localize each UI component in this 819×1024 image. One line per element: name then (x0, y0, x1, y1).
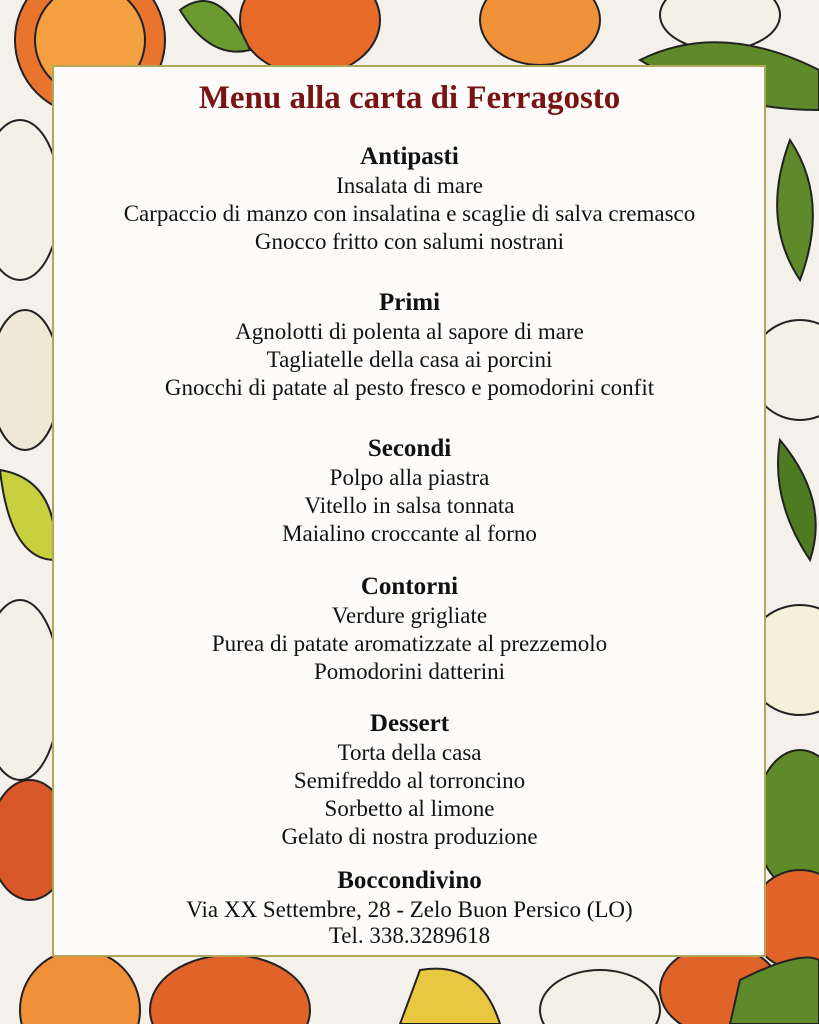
section-primi (0, 288, 819, 402)
section-secondi (0, 434, 819, 548)
menu-item: Tagliatelle della casa ai porcini (266, 347, 553, 372)
section-dessert (0, 709, 819, 851)
restaurant-name: Boccondivino (337, 867, 482, 894)
section-heading: Primi (378, 289, 441, 316)
section-heading: Dessert (369, 710, 450, 737)
section-heading: Contorni (360, 573, 459, 600)
restaurant-phone: Tel. 338.3289618 (328, 923, 491, 948)
section-heading: Secondi (367, 435, 452, 462)
section-antipasti (0, 142, 819, 256)
menu-item: Pomodorini datterini (313, 659, 505, 684)
menu-item: Sorbetto al limone (324, 796, 495, 821)
restaurant-info (0, 866, 819, 948)
menu-item: Carpaccio di manzo con insalatina e scaglie di salva cremasco (123, 201, 696, 226)
menu-item: Maialino croccante al forno (282, 521, 537, 546)
menu-item: Agnolotti di polenta al sapore di mare (235, 319, 584, 344)
menu-item: Purea di patate aromatizzate al prezzemolo (211, 631, 608, 656)
restaurant-address: Via XX Settembre, 28 - Zelo Buon Persico (LO) (186, 897, 633, 922)
menu-item: Gnocco fritto con salumi nostrani (254, 229, 565, 254)
menu-title: Menu alla carta di Ferragosto (198, 80, 621, 116)
section-heading: Antipasti (360, 143, 459, 170)
menu-item: Torta della casa (337, 740, 482, 765)
menu-item: Gnocchi di patate al pesto fresco e pomodorini confit (164, 375, 655, 400)
menu-item: Vitello in salsa tonnata (304, 493, 515, 518)
menu-item: Semifreddo al torroncino (293, 768, 526, 793)
section-contorni (0, 572, 819, 686)
menu-item: Verdure grigliate (331, 603, 488, 628)
menu-item: Gelato di nostra produzione (281, 824, 538, 849)
menu-item: Insalata di mare (336, 173, 483, 198)
menu-item: Polpo alla piastra (329, 465, 490, 490)
